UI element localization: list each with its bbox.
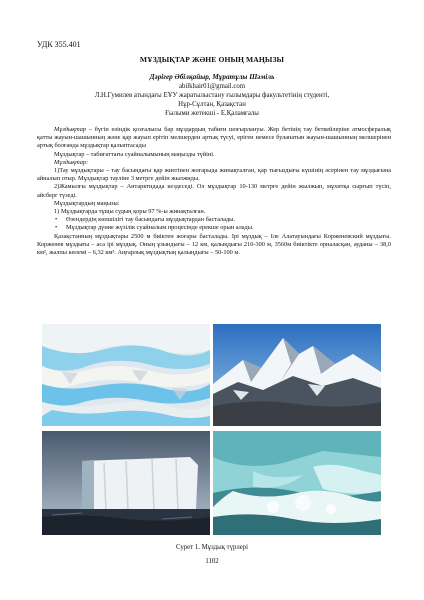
snowy-mountain-range-image	[213, 324, 381, 426]
list-item: • Мұздықтар дүние жүзілік суайналым процесінде ерекше орын алады.	[37, 224, 391, 232]
paragraph-definition	[37, 126, 391, 151]
author-affiliation: Л.Н.Гумилев атындағы ЕҰУ жаратылыстану ғылымдары факультетінің студенті,	[94, 92, 330, 99]
list-item: • Өзендердің көпшілігі тау басындағы мұздықтардан басталады.	[37, 216, 391, 224]
paragraph-ice-sheets: 2)Жамылғы мұздықтар – Антарктидада кездеседі. Ол мұздықтар 10-130 метрге дейін жылжып, мұхитқа сырғып түсіп, айсберг түзеді.	[37, 183, 391, 199]
importance-list	[37, 216, 391, 232]
paragraph-types-heading: Мұздықтар:	[54, 158, 89, 166]
paragraph-importance-heading: Мұздықтардың маңызы:	[54, 199, 120, 207]
paper-authors: Дәріғер Әбілқайыр, Мұратұлы Шәміль	[149, 73, 275, 81]
paper-title: МҰЗДЫҚТАР ЖӘНЕ ОНЫҢ МАҢЫЗЫ	[139, 55, 285, 64]
definition-text: – бүгін өзіндік қозғалысы бар мұздардың табиғи шоғырлануы. Жер бетінің тау беткейлеріне атмосфералық қатты жауын-шашынның және қар жауып ерітіп мелшерден артық түсуі, еріген немесе буланатын жауын-шашынның мелшерінен артық болғанда мұздықтар қалыптасады	[37, 126, 391, 150]
udk-code: УДК 355.401	[37, 40, 81, 49]
glacier-calving-image	[213, 431, 381, 535]
paragraph-freshwater: 1) Мұздықтарда тұщы судың қоры 97 %-ы жинақталған.	[54, 208, 206, 216]
iceberg-sea-image	[42, 431, 210, 535]
author-email: abilkhair01@gmail.com	[178, 83, 246, 90]
paragraph-mountain-glaciers: 1)Тау мұздықтары – тау басындағы қар жиегінен жоғарыда жинақталған, қар тығыздығы күшінің әсерінен тау мұздығына айналып отыр. Мұздықтар тауліне 3 метрге дейін жылжиды.	[37, 167, 391, 183]
figure-caption: Сурет 1. Мұздық түрлері	[175, 544, 249, 551]
paragraph-water-cycle: Мұздықтар – табиғаттағы суайналымының маңызды түйіні.	[54, 150, 215, 158]
author-city: Нұр-Сұлтан, Қазақстан	[178, 101, 246, 108]
page-number: 1102	[205, 558, 219, 565]
travertine-terraces-image	[42, 324, 210, 426]
paper-body	[37, 126, 391, 257]
term-glaciers: Мұздықтар	[54, 126, 87, 133]
paragraph-kazakhstan-glaciers: Қазақстанның мұздықтары 2500 м биіктен жоғары басталады. Ірі мұздық – Іле Алатауындағы Корженевский мұздығы. Корженев мұздығы – аса ірі мұздық. Оның ұзындығы – 12 км, қалыңдығы 210-300 м, 3560м биіктікте орналасқан, ауданы – 38,0 км², жалпы көлемі – 6,32 км³. Аңғарлық мұздықтың қалыңдығы – 50-100 м.	[37, 232, 391, 257]
scientific-supervisor: Ғылыми жетекші - Е.Қаламғалы	[165, 110, 259, 117]
